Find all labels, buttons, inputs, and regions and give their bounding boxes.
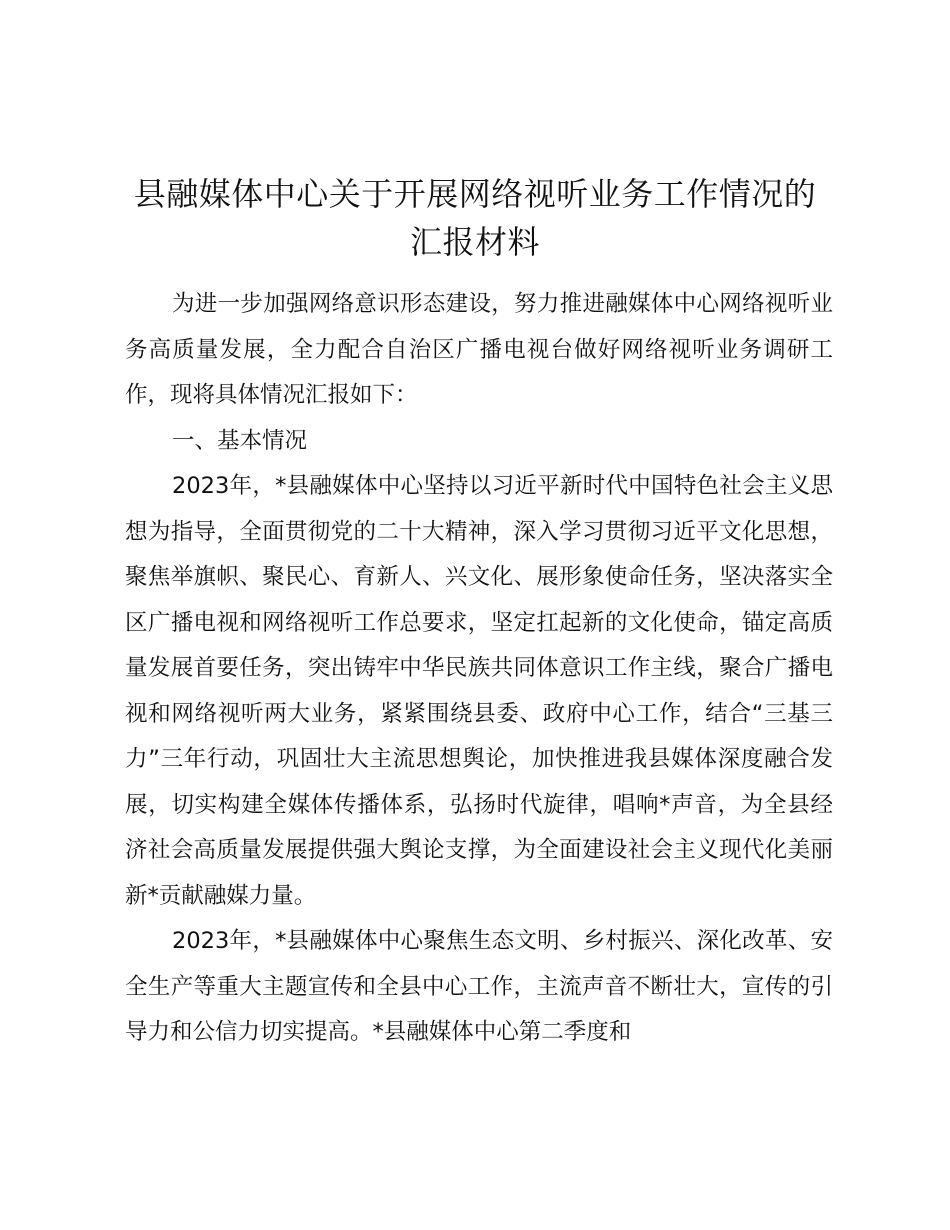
- intro-paragraph: 为进一步加强网络意识形态建设，努力推进融媒体中心网络视听业务高质量发展，全力配合自治区广播电视台做好网络视听业务调研工作，现将具体情况汇报如下：: [125, 291, 833, 408]
- document-title: 县融媒体中心关于开展网络视听业务工作情况的汇报材料: [133, 175, 817, 261]
- section-heading-basic-situation: 一、基本情况: [172, 427, 308, 454]
- body-paragraph: 2023年，*县融媒体中心坚持以习近平新时代中国特色社会主义思想为指导，全面贯彻党的二十大精神，深入学习贯彻习近平文化思想，聚焦举旗帜、聚民心、育新人、兴文化、展形象使命任务，坚决落实全区广播电视和网络视听工作总要求，坚定扛起新的文化使命，锚定高质量发展首要任务，突出铸牢中华民族共同体意识工作主线，聚合广播电视和网络视听两大业务，紧紧围绕县委、政府中心工作，结合“三基三力”三年行动，巩固壮大主流思想舆论，加快推进我县媒体深度融合发展，切实构建全媒体传播体系，弘扬时代旋律，唱响*声音，为全县经济社会高质量发展提供强大舆论支撑，为全面建设社会主义现代化美丽新*贡献融媒力量。: [125, 473, 833, 909]
- body-paragraph: 2023年，*县融媒体中心聚焦生态文明、乡村振兴、深化改革、安全生产等重大主题宣传和全县中心工作，主流声音不断壮大，宣传的引导力和公信力切实提高。*县融媒体中心第二季度和: [125, 928, 833, 1045]
- document-body: [125, 282, 833, 1056]
